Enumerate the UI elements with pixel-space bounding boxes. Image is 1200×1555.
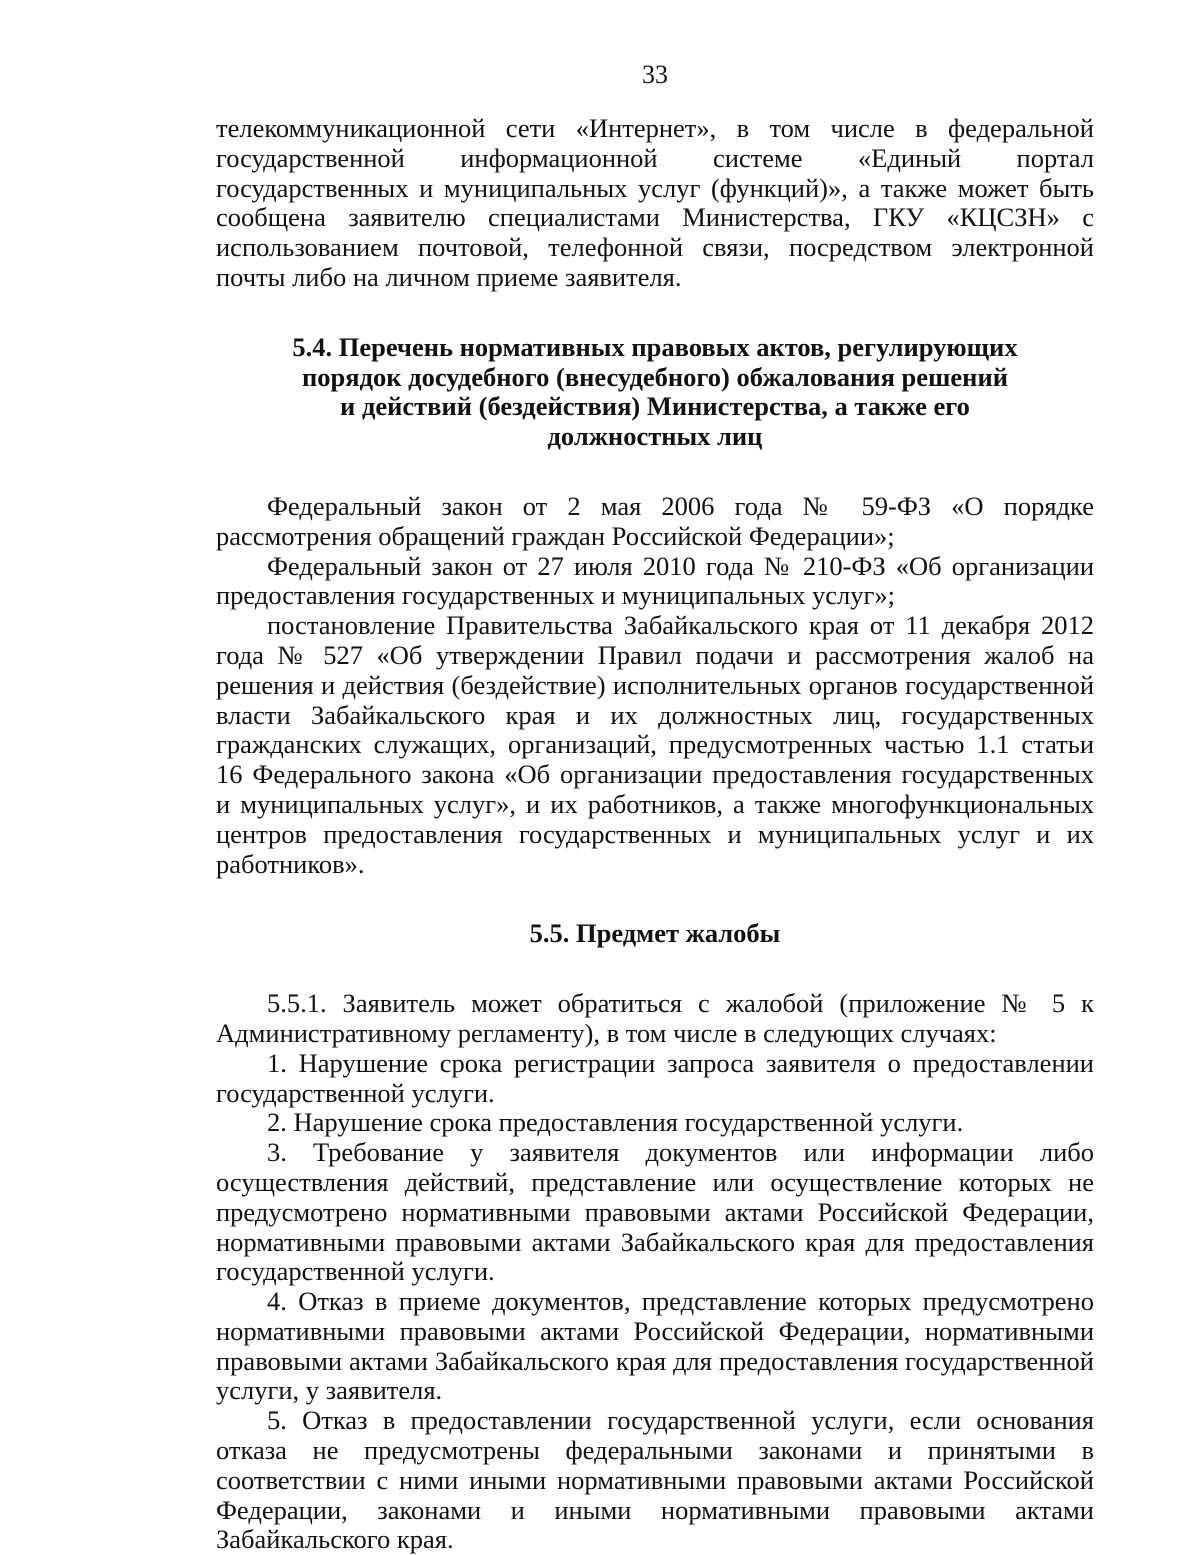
complaint-case-item: 5. Отказ в предоставлении государственной услуги, если основания отказа не предусмотрены федеральными законами и принятыми в соответствии с ними иными нормативными правовыми актами Российской Федерации, законами и иными нормативными правовыми актами Забайкальского края. [216, 1405, 1094, 1555]
intro-paragraph: телекоммуникационной сети «Интернет», в том числе в федеральной государственной информационной системе «Единый портал государственных и муниципальных услуг (функций)», а также может быть сообщена заявителю специалистами Министерства, ГКУ «КЦСЗН» с использованием почтовой, телефонной связи, посредством электронной почты либо на личном приеме заявителя. [216, 113, 1094, 292]
complaint-case-item: 3. Требование у заявителя документов или информации либо осуществления действий, представление или осуществление которых не предусмотрено нормативными правовыми актами Российской Федерации, нормативными правовыми актами Забайкальского края для предоставления государственной услуги. [216, 1137, 1094, 1287]
complaint-paragraph: 5.5.1. Заявитель может обратиться с жалобой (приложение № 5 к Административному регламенту), в том числе в следующих случаях: [216, 988, 1094, 1048]
section-5-4-heading-line: должностных лиц [547, 421, 763, 452]
law-paragraph: постановление Правительства Забайкальского края от 11 декабря 2012 года № 527 «Об утверждении Правил подачи и рассмотрения жалоб на решения и действия (бездействие) исполнительных органов государственной власти Забайкальского края и их должностных лиц, государственных гражданских служащих, организаций, предусмотренных частью 1.1 статьи 16 Федерального закона «Об организации предоставления государственных и муниципальных услуг», и их работников, а также многофункциональных центров предоставления государственных и муниципальных услуг и их работников». [216, 610, 1094, 879]
document-body [216, 114, 1094, 1555]
complaint-case-item: 1. Нарушение срока регистрации запроса заявителя о предоставлении государственной услуги. [216, 1047, 1094, 1108]
section-5-5-heading: 5.5. Предмет жалобы [529, 918, 781, 949]
complaint-case-item: 4. Отказ в приеме документов, представление которых предусмотрено нормативными правовыми актами Российской Федерации, нормативными правовыми актами Забайкальского края для предоставления государственной услуги, у заявителя. [216, 1286, 1094, 1406]
law-paragraph: Федеральный закон от 27 июля 2010 года № 210-ФЗ «Об организации предоставления государственных и муниципальных услуг»; [216, 550, 1094, 611]
section-5-4-heading-line: и действий (бездействия) Министерства, а также его [340, 391, 970, 422]
section-5-4-heading-line: 5.4. Перечень нормативных правовых актов, регулирующих [292, 331, 1018, 362]
section-5-4-heading-line: порядок досудебного (внесудебного) обжалования решений [302, 361, 1008, 392]
complaint-case-item: 2. Нарушение срока предоставления государственной услуги. [267, 1107, 964, 1138]
law-paragraph: Федеральный закон от 2 мая 2006 года № 59-ФЗ «О порядке рассмотрения обращений граждан Российской Федерации»; [216, 490, 1094, 551]
page-number: 33 [642, 60, 668, 89]
section-5-4-heading [216, 333, 1094, 452]
